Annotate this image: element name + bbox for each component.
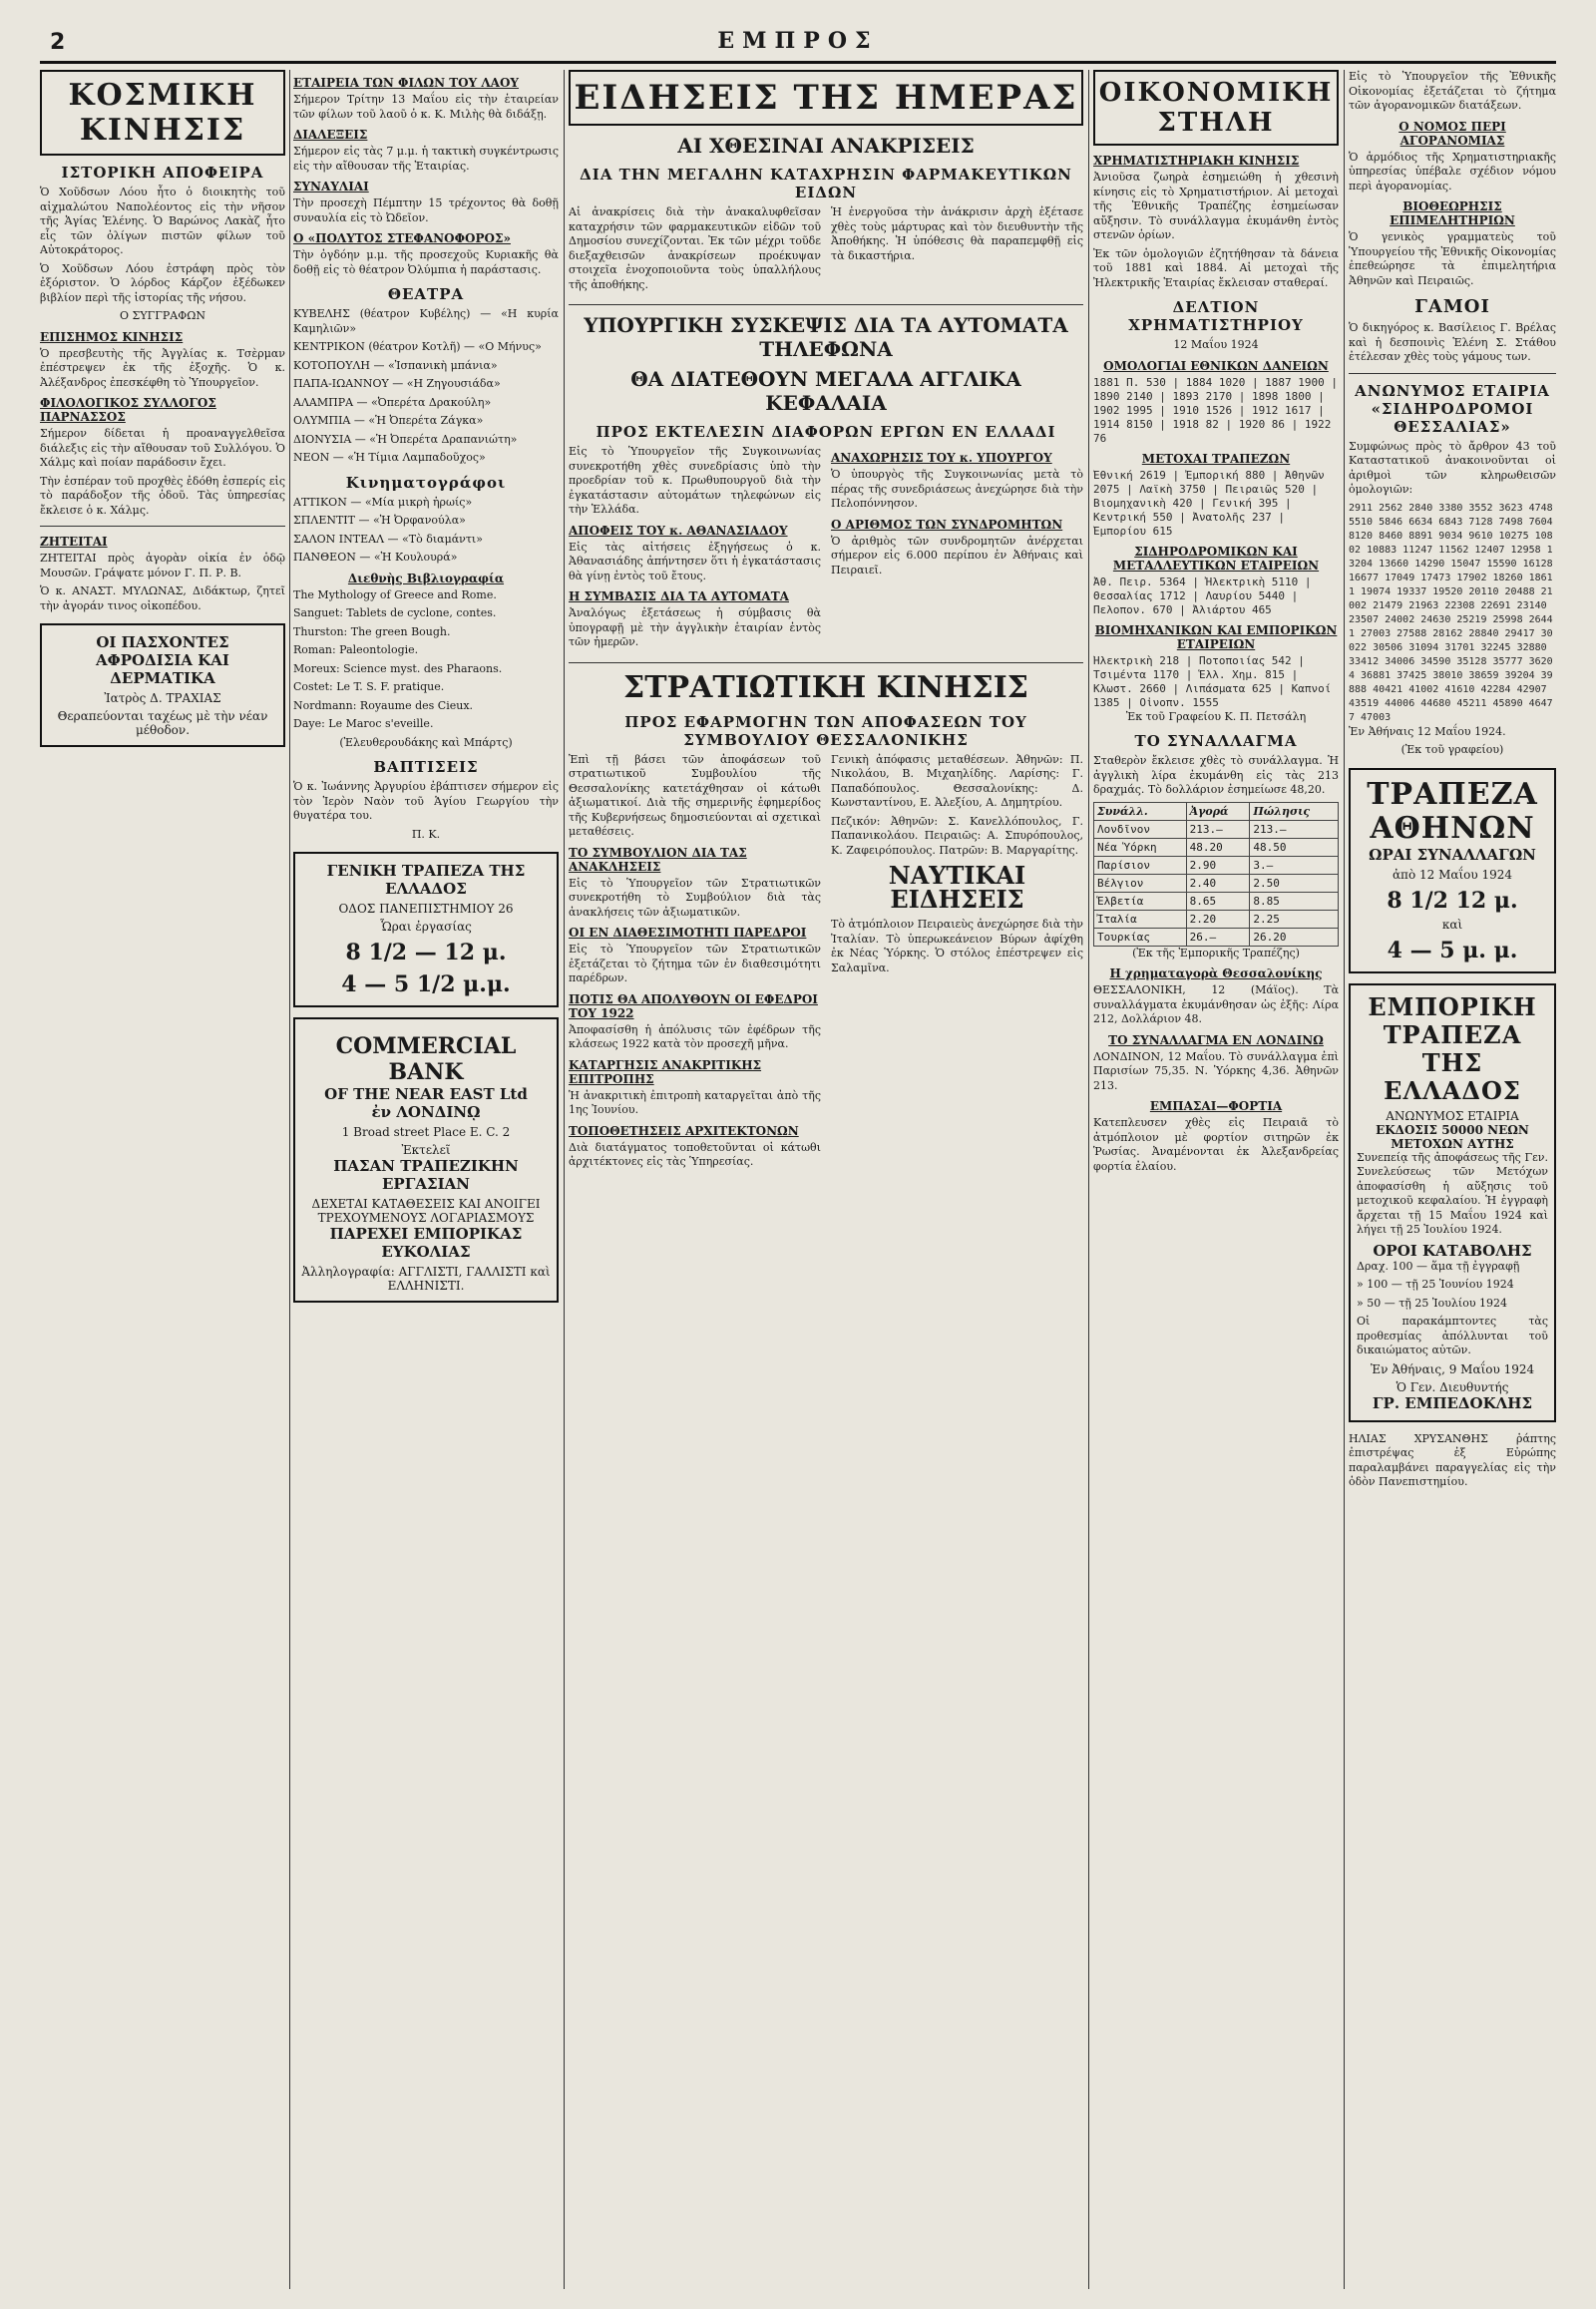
two-column-text [569,205,1083,296]
article-text: Εἰς τὸ Ὑπουργεῖον τῶν Στρατιωτικῶν ἐξετάζεται τὸ ζήτημα τῶν ἐν διαθεσιμότητι παρέδρων. [569,943,821,984]
article-text: Ἐπὶ τῇ βάσει τῶν ἀποφάσεων τοῦ στρατιωτικοῦ Συμβουλίου τῆς Θεσσαλονίκης κατετάχθησαν οἱ κάτωθι ἀξιωματικοί. Διὰ τῆς σημερινῆς ἐφημερίδος τῆς Κυβερνήσεως δημοσιεύονται αἱ σχετικαὶ μεταθέσεις. [569,752,821,838]
article-text: Ὁ πρεσβευτὴς τῆς Ἀγγλίας κ. Τσὲρμαν ἐπέστρεψεν ἐκ τῆς ἐξοχῆς. Ὁ κ. Ἀλέξανδρος ἐπεσκέφθη τὸ Ὑπουργεῖον. [40,346,285,389]
table-cell: 48.50 [1250,838,1339,856]
article-text: ΗΛΙΑΣ ΧΡΥΣΑΝΘΗΣ ῥάπτης ἐπιστρέψας ἐξ Εὐρώπης παραλαμβάνει παραγγελίας εἰς τὴν ὁδὸν Πανεπιστημίου. [1349,1431,1556,1488]
article-heading: ΠΟΤΙΣ ΘΑ ΑΠΟΛΥΘΟΥΝ ΟΙ ΕΦΕΔΡΟΙ ΤΟΥ 1922 [569,991,818,1020]
biblio-item: The Mythology of Greece and Rome. [293,587,497,601]
article-text: Ἀναλόγως ἐξετάσεως ἡ σύμβασις θὰ ὑπογραφῇ μὲ τὴν ἀγγλικὴν ἑταιρίαν ἐντὸς τῶν ἡμερῶν. [569,606,821,648]
text-column [569,205,821,296]
article-heading: ΙΣΤΟΡΙΚΗ ΑΠΟΦΕΙΡΑ [61,164,264,182]
ad-title: ΓΕΝΙΚΗ ΤΡΑΠΕΖΑ ΤΗΣ ΕΛΛΑΔΟΣ [326,862,526,898]
article-text: Σήμερον Τρίτην 13 Μαΐου εἰς τὴν ἑταιρείαν τῶν φίλων τοῦ λαοῦ ὁ κ. Κ. Μιλὴς θὰ διδάξῃ. [293,93,559,121]
ad-hours: 4 — 5 μ. μ. [1387,937,1518,963]
article-heading: ΤΟ ΣΥΜΒΟΥΛΙΟΝ ΔΙΑ ΤΑΣ ΑΝΑΚΛΗΣΕΙΣ [569,845,747,874]
article-text: Ὁ ὑπουργὸς τῆς Συγκοινωνίας μετὰ τὸ πέρας τῆς συνεδριάσεως ἀνεχώρησε διὰ τὴν Πελοπόννησον. [831,468,1083,510]
table-cell: Ἑλβετία [1094,892,1187,910]
bank-athens-ad [1349,768,1556,973]
article-heading: ΟΙ ΕΝ ΔΙΑΘΕΣΙΜΟΤΗΤΙ ΠΑΡΕΔΡΟΙ [569,926,807,940]
theatre-item: ΚΥΒΕΛΗΣ (θέατρον Κυβέλης) — «Η κυρία Καμηλιῶν» [293,307,559,335]
subheadline: ΠΡΟΣ ΕΦΑΡΜΟΓΗΝ ΤΩΝ ΑΠΟΦΑΣΕΩΝ ΤΟΥ ΣΥΜΒΟΥΛΙΟΥ ΘΕΣΣΑΛΟΝΙΚΗΣ [624,712,1027,749]
article-heading: Ο ΝΟΜΟΣ ΠΕΡΙ ΑΓΟΡΑΝΟΜΙΑΣ [1398,119,1506,148]
ad-deposits: ΔΕΧΕΤΑΙ ΚΑΤΑΘΕΣΕΙΣ ΚΑΙ ΑΝΟΙΓΕΙ ΤΡΕΧΟΥΜΕΝΟΥΣ ΛΟΓΑΡΙΑΣΜΟΥΣ [311,1197,541,1225]
cinema-item: ΣΠΛΕΝΤΙΤ — «Ἡ Ὀρφανούλα» [293,514,466,527]
table-cell: Παρίσιον [1094,856,1187,874]
ad-title: COMMERCIAL BANK [335,1033,517,1085]
ad-title: ΕΜΠΟΡΙΚΗ ΤΡΑΠΕΖΑ ΤΗΣ ΕΛΛΑΔΟΣ [1368,991,1537,1105]
article-heading: ΣΥΝΑΥΛΙΑΙ [293,180,369,193]
ad-doctor: Ἰατρὸς Δ. ΤΡΑΧΙΑΣ [104,691,221,705]
article-heading: ΑΝΑΧΩΡΗΣΙΣ ΤΟΥ κ. ΥΠΟΥΡΓΟΥ [831,451,1052,465]
article-text: Γενικὴ ἀπόφασις μεταθέσεων. Ἀθηνῶν: Π. Νικολάου, Β. Μιχαηλίδης. Λαρίσης: Γ. Παπαδόπουλος. Θεσσαλονίκης: Δ. Κωνσταντίνου, Ε. Ἀλεξίου, Α. Δημητρίου. [831,752,1083,809]
theatre-item: ΚΟΤΟΠΟΥΛΗ — «Ἰσπανικὴ μπάνια» [293,358,498,372]
article-text: Πεζικόν: Ἀθηνῶν: Σ. Κανελλόπουλος, Γ. Παπανικολάου. Πειραιῶς: Α. Σπυρόπουλος, Κ. Ζαφειρόπουλος. Πατρῶν: Β. Μαργαρίτης. [831,814,1083,857]
table-row [1094,892,1339,910]
two-column-text [569,753,1083,1174]
column-header: Συνάλλ. [1094,802,1187,820]
subheadline: ΠΡΟΣ ΕΚΤΕΛΕΣΙΝ ΔΙΑΦΟΡΩΝ ΕΡΓΩΝ ΕΝ ΕΛΛΑΔΙ [596,423,1056,441]
article-text: Ἡ ἐνεργοῦσα τὴν ἀνάκρισιν ἀρχὴ ἐξέτασε χθὲς τοὺς μάρτυρας καὶ τὸν διευθυντὴν τῆς Ἀποθήκης. Ἡ ὑπόθεσις θὰ παραπεμφθῇ εἰς τὰ δικαστήρια. [831,205,1083,262]
table-cell: Ἰταλία [1094,910,1187,928]
two-column-text [569,445,1083,654]
ad-hours: 4 — 5 1/2 μ.μ. [341,971,511,997]
article-text: Εἰς τὸ Ὑπουργεῖον τῆς Συγκοινωνίας συνεκροτήθη χθὲς συνεδρίασις ὑπὸ τὴν προεδρίαν τοῦ κ. Πρωθυπουργοῦ διὰ τὴν ἐγκατάστασιν αὐτομάτων τηλεφώνων εἰς τὴν Ἑλλάδα. [569,445,821,516]
baptism-heading: ΒΑΠΤΙΣΕΙΣ [373,758,479,776]
table-cell: Τουρκίας [1094,928,1187,946]
article-text: Ὁ γενικὸς γραμματεὺς τοῦ Ὑπουργείου τῆς Ἐθνικῆς Οἰκονομίας ἐπεθεώρησε τὰ ἐπιμελητήρια Ἀθηνῶν καὶ Πειραιῶς. [1349,230,1556,287]
ad-and: καὶ [1441,917,1463,932]
biblio-note: (Ἐλευθερουδάκης καὶ Μπάρτς) [339,735,513,749]
headline: ΝΑΥΤΙΚΑΙ ΕΙΔΗΣΕΙΣ [888,861,1026,914]
article-heading: ΑΠΟΦΕΙΣ ΤΟΥ κ. ΑΘΑΝΑΣΙΑΔΟΥ [569,523,788,538]
ad-hours-label: Ὧραι ἐργασίας [380,920,472,934]
article-heading: Ο «ΠΟΛΥΤΟΣ ΣΤΕΦΑΝΟΦΟΡΟΣ» [293,231,511,245]
table-cell: 2.90 [1186,856,1250,874]
article-heading: ΧΡΗΜΑΤΙΣΤΗΡΙΑΚΗ ΚΙΝΗΣΙΣ [1093,154,1300,168]
text-column [831,205,1083,296]
ad-date: Ἐν Ἀθήναις, 9 Μαΐου 1924 [1370,1361,1535,1376]
biblio-item: Nordmann: Royaume des Cieux. [293,698,474,712]
ad-hours: 8 1/2 — 12 μ. [345,940,507,965]
column-rule [1088,70,1089,2289]
ad-text: Συνεπείᾳ τῆς ἀποφάσεως τῆς Γεν. Συνελεύσεως τῶν Μετόχων ἀποφασίσθη ἡ αὔξησις τοῦ μετοχικοῦ κεφαλαίου. Ἡ ἐγγραφὴ ἄρχεται τῇ 15 Μαΐου 1924 καὶ λήγει τῇ 25 Ἰουλίου 1924. [1357,1150,1548,1236]
article-text: Ἀνιοῦσα ζωηρὰ ἐσημειώθη ἡ χθεσινὴ κίνησις εἰς τὸ Χρηματιστήριον. Αἱ μετοχαὶ τῆς Ἐθνικῆς Τραπέζης ἐσημείωσαν αὔξησιν. Τὸ συνάλλαγμα ἐκυμάνθη ἐντὸς στενῶν ὁρίων. [1093,171,1339,241]
fx-table [1093,802,1339,947]
biblio-heading: Διεθνὴς Βιβλιογραφία [347,571,505,585]
ad-title: ΤΡΑΠΕΖΑ ΑΘΗΝΩΝ [1367,776,1538,846]
column-header: Ἀγορά [1186,802,1250,820]
fx-source: (Ἐκ τῆς Ἐμπορικῆς Τραπέζης) [1132,946,1300,960]
biblio-item: Costet: Le T. S. F. pratique. [293,680,445,693]
article-heading: ΚΑΤΑΡΓΗΣΙΣ ΑΝΑΚΡΙΤΙΚΗΣ ΕΠΙΤΡΟΠΗΣ [569,1057,762,1086]
classified-text: Ὁ κ. ΑΝΑΣΤ. ΜΥΛΩΝΑΣ, Διδάκτωρ, ζητεῖ τὴν ἀγοράν τινος οἰκοπέδου. [40,584,285,612]
ad-languages: Ἀλληλογραφία: ΑΓΓΛΙΣΤΙ, ΓΑΛΛΙΣΤΙ καὶ ΕΛΛΗΝΙΣΤΙ. [301,1265,551,1293]
divider [569,662,1083,663]
ad-issue: ΕΚΔΟΣΙΣ 50000 ΝΕΩΝ ΜΕΤΟΧΩΝ ΑΥΤΗΣ [1376,1122,1529,1151]
cinema-item: ΑΤΤΙΚΟΝ — «Μία μικρὴ ἡρωίς» [293,495,473,509]
ad-hours-title: ΩΡΑΙ ΣΥΝΑΛΛΑΓΩΝ [1369,845,1536,864]
bourse-title: ΔΕΛΤΙΟΝ ΧΡΗΜΑΤΙΣΤΗΡΙΟΥ [1128,298,1304,334]
article-heading: ΕΤΑΙΡΕΙΑ ΤΩΝ ΦΙΛΩΝ ΤΟΥ ΛΑΟΥ [293,76,520,90]
table-cell: 2.20 [1186,910,1250,928]
ad-service: ΠΑΣΑΝ ΤΡΑΠΕΖΙΚΗΝ ΕΡΓΑΣΙΑΝ [333,1157,519,1193]
text-column [831,445,1083,654]
article-text: ΘΕΣΣΑΛΟΝΙΚΗ, 12 (Μάϊος). Τὰ συναλλάγματα ἐκυμάνθησαν ὡς ἑξῆς: Λίρα 212, Δολλάριον 48. [1093,983,1339,1025]
table-cell: 2.25 [1250,910,1339,928]
bourse-subheading: ΟΜΟΛΟΓΙΑΙ ΕΘΝΙΚΩΝ ΔΑΝΕΙΩΝ [1103,358,1329,373]
column-header: Πώλησις [1250,802,1339,820]
table-cell: 8.85 [1250,892,1339,910]
divider [40,526,285,527]
ad-subtitle: ΑΝΩΝΥΜΟΣ ΕΤΑΙΡΙΑ [1386,1108,1519,1123]
lottery-signature: (Ἐκ τοῦ γραφείου) [1400,743,1504,756]
article-text: Σήμερον δίδεται ἡ προαναγγελθεῖσα διάλεξις εἰς τὴν αἴθουσαν τοῦ Συλλόγου. Ὁ Χάλμς καὶ ποίαν παράδοσιν ἔχει. [40,427,285,469]
article-text: Ἀποφασίσθη ἡ ἀπόλυσις τῶν ἐφέδρων τῆς κλάσεως 1922 κατὰ τὸν προσεχῆ μῆνα. [569,1022,821,1050]
lottery-numbers: 2911 2562 2840 3380 3552 3623 4748 5510 5846 6634 6843 7128 7498 7604 8120 8460 8891 9034 9610 10275 10802 10883 11247 11562 12407 12958 13204 13660 14290 15047 15590 16128 16677 17049 17473 17902 18260 18611 19074 19337 19520 20110 20488 21002 21479 21963 22308 22691 23140 23507 24002 24630 25219 25998 26441 27003 27588 28162 28840 29417 30022 30506 31094 31701 32245 32880 33412 34006 34590 35128 35777 36204 36881 37425 38010 38659 39204 39888 40421 41002 41610 42284 42907 43519 44006 44680 45211 45890 46477 47003 [1349,502,1553,723]
article-text: Εἰς τὸ Ὑπουργεῖον τῶν Στρατιωτικῶν συνεκροτήθη τὸ Συμβούλιον διὰ τὰς ἀνακλήσεις τῶν ἀξιωματικῶν. [569,876,821,919]
article-heading: ΕΜΠΑΣΑΙ—ΦΟΡΤΙΑ [1149,1099,1283,1113]
fx-heading: ΤΟ ΣΥΝΑΛΛΑΓΜΑ [1134,732,1298,750]
table-cell: 8.65 [1186,892,1250,910]
theatre-item: ΟΛΥΜΠΙΑ — «Ἡ Ὀπερέτα Ζάγκα» [293,414,484,427]
ad-terms-title: ΟΡΟΙ ΚΑΤΑΒΟΛΗΣ [1373,1241,1532,1260]
theatre-item: ΚΕΝΤΡΙΚΟΝ (θέατρον Κοτλῆ) — «Ο Μήνυς» [293,340,542,353]
article-heading: Η ΣΥΜΒΑΣΙΣ ΔΙΑ ΤΑ ΑΥΤΟΜΑΤΑ [569,589,789,603]
baptism-text: Ὁ κ. Ἰωάννης Ἀργυρίου ἐβάπτισεν σήμερον εἰς τὸν Ἱερὸν Ναὸν τοῦ Ἁγίου Γεωργίου τὴν θυγατέρα του. [293,780,559,822]
commercial-bank-ad [293,1017,559,1303]
table-cell: 26.— [1186,928,1250,946]
biblio-item: Moreux: Science myst. des Pharaons. [293,661,503,675]
theatre-item: ΝΕΟΝ — «Ἡ Τίμια Λαμπαδοῦχος» [293,451,486,464]
table-cell: Λονδῖνον [1094,820,1187,838]
table-row [1094,910,1339,928]
ad-offer: ΠΑΡΕΧΕΙ ΕΜΠΟΡΙΚΑΣ ΕΥΚΟΛΙΑΣ [329,1225,523,1261]
article-text: ΛΟΝΔΙΝΟΝ, 12 Μαΐου. Τὸ συνάλλαγμα ἐπὶ Παρισίων 75,35. Ν. Ὑόρκης 4,36. Ἀθηνῶν 213. [1093,1049,1339,1092]
general-bank-ad [293,852,559,1007]
cinema-heading: Κινηματογράφοι [345,473,507,492]
article-text: Ὁ Χοῦδσων Λόου ἦτο ὁ διοικητὴς τοῦ αἰχμαλώτου Ναπολέοντος εἰς τὴν νῆσον τῆς Ἁγίας Ἑλένης. Ὁ Βαρώνος Λακὰζ ἦτο εἷς τῶν ὀλίγων πιστῶν φίλων τοῦ Αὐτοκράτορος. [40,186,285,256]
article-text: Ὁ ἀριθμὸς τῶν συνδρομητῶν ἀνέρχεται σήμερον εἰς 6.000 περίπου ἐν Ἀθήναις καὶ Πειραιεῖ. [831,534,1083,577]
table-row [1094,820,1339,838]
biblio-item: Roman: Paleontologie. [293,643,419,656]
lottery-date: Ἐν Ἀθήναις 12 Μαΐου 1924. [1349,724,1506,738]
table-cell: 2.50 [1250,874,1339,892]
table-cell: Βέλγιον [1094,874,1187,892]
medical-ad [40,623,285,747]
table-row [1094,874,1339,892]
table-cell: 2.40 [1186,874,1250,892]
headline: ΘΑ ΔΙΑΤΕΘΟΥΝ ΜΕΓΑΛΑ ΑΓΓΛΙΚΑ ΚΕΦΑΛΑΙΑ [630,367,1021,415]
bourse-values: Ἠλεκτρικὴ 218 | Ποτοποιίας 542 | Τσιμέντα 1170 | Ἑλλ. Χημ. 815 | Κλωστ. 2660 | Λιπάσματα 625 | Καπνοί 1385 | Οἰνοπν. 1555 [1093,653,1332,709]
column-notices [1349,70,1556,2289]
ad-brief: Ἐκτελεῖ [401,1143,451,1157]
article-heading: ΕΠΙΣΗΜΟΣ ΚΙΝΗΣΙΣ [40,329,184,344]
headline: ΑΙ ΧΘΕΣΙΝΑΙ ΑΝΑΚΡΙΣΕΙΣ [677,134,975,158]
column-rule [289,70,290,2289]
ad-term: » 100 — τῇ 25 Ἰουνίου 1924 [1357,1278,1514,1291]
column-social [40,70,285,2289]
ad-footer: Θεραπεύονται ταχέως μὲ τὴν νέαν μέθοδον. [57,709,268,737]
divider [569,304,1083,305]
bourse-subheading: ΒΙΟΜΗΧΑΝΙΚΩΝ ΚΑΙ ΕΜΠΟΡΙΚΩΝ ΕΤΑΙΡΕΙΩΝ [1094,622,1338,651]
biblio-item: Sanguet: Tablets de cyclone, contes. [293,606,497,619]
baptism-signature: Π. Κ. [411,827,441,841]
ad-sign-role: Ὁ Γεν. Διευθυντής [1396,1379,1509,1394]
ad-date: ἀπὸ 12 Μαΐου 1924 [1392,867,1513,882]
table-cell: 213.— [1250,820,1339,838]
ad-address: 1 Broad street Place E. C. 2 [341,1125,511,1139]
table-row [1094,856,1339,874]
table-cell: 3.— [1250,856,1339,874]
column-economy [1093,70,1339,2289]
article-text: Ὁ δικηγόρος κ. Βασίλειος Γ. Βρέλας καὶ ἡ δεσποινὶς Ἑλένη Σ. Στάθου ἐτέλεσαν χθὲς τοὺς γάμους των. [1349,321,1556,363]
page-header [40,22,1556,64]
bourse-values: Ἐθνική 2619 | Ἐμπορική 880 | Ἀθηνῶν 2075 | Λαϊκὴ 3750 | Πειραιῶς 520 | Βιομηχανικὴ 420 | Γενική 395 | Κεντρική 550 | Ἀνατολῆς 237 | Ἐμπορίου 615 [1093,468,1325,538]
article-text: Τὴν ἑσπέραν τοῦ προχθὲς ἐδόθη ἐσπερίς εἰς τὸ παράδοξον τῆς ὁδοῦ. Τὰς ὑπηρεσίας ἔκλεισε ὁ κ. Χάλμς. [40,474,285,517]
article-signature: Ο ΣΥΓΓΡΑΦΩΝ [120,309,205,322]
column-news [569,70,1083,2289]
table-cell: 26.20 [1250,928,1339,946]
theatre-item: ΑΛΑΜΠΡΑ — «Ὀπερέτα Δρακούλη» [293,395,492,409]
ad-line: ΑΦΡΟΔΙΣΙΑ ΚΑΙ ΔΕΡΜΑΤΙΚΑ [96,651,229,687]
ad-address: ΟΔΟΣ ΠΑΝΕΠΙΣΤΗΜΙΟΥ 26 [338,902,514,916]
table-row [1094,928,1339,946]
table-cell: Νέα Ὑόρκη [1094,838,1187,856]
article-text: Συμφώνως πρὸς τὸ ἄρθρον 43 τοῦ Καταστατικοῦ ἀνακοινοῦνται οἱ ἀριθμοὶ τῶν κληρωθεισῶν ὁμολογιῶν: [1349,439,1556,496]
classified-text: ΖΗΤΕΙΤΑΙ πρὸς ἀγορὰν οἰκία ἐν ὁδῷ Μουσῶν. Γράψατε μόνον Γ. Π. Ρ. Β. [40,552,285,579]
headline: ΣΤΡΑΤΙΩΤΙΚΗ ΚΙΝΗΣΙΣ [623,669,1028,705]
ad-text: Οἱ παρακάμπτοντες τὰς προθεσμίας ἀπόλλυνται τοῦ δικαιώματος αὐτῶν. [1357,1315,1548,1356]
article-text: Ἡ ἀνακριτικὴ ἐπιτροπὴ καταργεῖται ἀπὸ τῆς 1ης Ἰουνίου. [569,1088,821,1116]
article-text: Εἰς τὰς αἰτήσεις ἐξηγήσεως ὁ κ. Ἀθανασιάδης ἀπήντησεν ὅτι ἡ ἐγκατάστασις θὰ γίνῃ ἐντὸς τοῦ ἔτους. [569,540,821,582]
column-rule [564,70,565,2289]
column-announcements [293,70,559,2289]
bourse-subheading: ΣΙΔΗΡΟΔΡΟΜΙΚΩΝ ΚΑΙ ΜΕΤΑΛΛΕΥΤΙΚΩΝ ΕΤΑΙΡΕΙΩΝ [1112,544,1320,573]
bourse-values: Ἀθ. Πειρ. 5364 | Ἠλεκτρικὴ 5110 | Θεσσαλίας 1712 | Λαυρίου 5440 | Πελοπον. 670 | Ἀλιάρτου 465 [1093,575,1312,616]
theatre-item: ΠΑΠΑ-ΙΩΑΝΝΟΥ — «Η Ζηγουσιάδα» [293,377,501,390]
table-cell: 48.20 [1186,838,1250,856]
text-column [569,753,821,1174]
section-title-economy: ΟΙΚΟΝΟΜΙΚΗ ΣΤΗΛΗ [1093,70,1339,146]
masthead: ΕΜΠΡΟΣ [717,28,879,54]
bourse-values: 1881 Π. 530 | 1884 1020 | 1887 1900 | 1890 2140 | 1893 2170 | 1898 1800 | 1902 1995 | 1910 1526 | 1912 1617 | 1914 8150 | 1918 82 | 1920 86 | 1922 76 [1093,375,1339,445]
weddings-heading: ΓΑΜΟΙ [1414,296,1490,317]
article-heading: Η χρηματαγορὰ Θεσσαλονίκης [1109,966,1323,980]
article-heading: ΦΙΛΟΛΟΓΙΚΟΣ ΣΥΛΛΟΓΟΣ ΠΑΡΝΑΣΣΟΣ [40,396,216,424]
article-text: Εἰς τὸ Ὑπουργεῖον τῆς Ἐθνικῆς Οἰκονομίας ἐξετάζεται τὸ ζήτημα τῶν ἀγορανομικῶν διατάξεων. [1349,70,1556,112]
ad-term: Δραχ. 100 — ἅμα τῇ ἐγγραφῇ [1357,1259,1520,1273]
bourse-date: 12 Μαΐου 1924 [1173,338,1259,351]
column-rule [1344,70,1345,2289]
article-text: Ὁ ἁρμόδιος τῆς Χρηματιστηριακῆς ὑπηρεσίας ὑπέβαλε σχέδιον νόμου περὶ ἀγορανομίας. [1349,150,1556,192]
section-title-social: ΚΟΣΜΙΚΗ ΚΙΝΗΣΙΣ [40,70,285,156]
article-text: Τὸ ἀτμόπλοιον Πειραιεὺς ἀνεχώρησε διὰ τὴν Ἰταλίαν. Τὸ ὑπερωκεάνειον Βύρων ἀφίχθη ἐκ Νέας Ὑόρκης. Ὁ στόλος ἐπέστρεψεν εἰς Σαλαμῖνα. [831,918,1083,974]
theatre-item: ΔΙΟΝΥΣΙΑ — «Ἡ Ὀπερέτα Δραπανιώτη» [293,432,518,446]
article-heading: ΤΟ ΣΥΝΑΛΛΑΓΜΑ ΕΝ ΛΟΝΔΙΝΩ [1108,1032,1324,1047]
text-column [569,445,821,654]
biblio-item: Thurston: The green Bough. [293,624,451,638]
article-text: Ὁ Χοῦδσων Λόου ἐστράφη πρὸς τὸν ἐξόριστον. Ὁ λόρδος Κάρζον ἐξέδωκεν βιβλίον περὶ τῆς ἱστορίας τῆς νήσου. [40,261,285,304]
article-heading: ΒΙΟΘΕΩΡΗΣΙΣ ΕΠΙΜΕΛΗΤΗΡΙΩΝ [1390,199,1515,227]
article-text: Κατεπλευσεν χθὲς εἰς Πειραιᾶ τὸ ἀτμόπλοιον μὲ φορτίον σιτηρῶν ἐκ Ῥωσίας. Ἀναμένονται ἐκ Ἀλεξανδρείας φορτία ἐλαίου. [1093,1116,1339,1173]
ad-term: » 50 — τῇ 25 Ἰουλίου 1924 [1357,1296,1508,1310]
cinema-item: ΠΑΝΘΕΟΝ — «Ἡ Κουλουρά» [293,551,458,564]
fx-text: Σταθερὸν ἔκλεισε χθὲς τὸ συνάλλαγμα. Ἡ ἀγγλικὴ λίρα ἐκυμάνθη εἰς τὰς 213 δραχμάς. Τὸ δολλάριον ἐσημείωσε 48,20. [1093,754,1339,796]
page-number: 2 [50,30,66,55]
cinema-item: ΣΑΛΟΝ ΙΝΤΕΑΛ — «Τὸ διαμάντι» [293,532,483,546]
headline: ΥΠΟΥΡΓΙΚΗ ΣΥΣΚΕΨΙΣ ΔΙΑ ΤΑ ΑΥΤΟΜΑΤΑ ΤΗΛΕΦΩΝΑ [584,313,1068,361]
theatre-heading: ΘΕΑΤΡΑ [387,285,465,303]
ad-hours: 8 1/2 12 μ. [1387,887,1518,914]
text-column [831,753,1083,1174]
bourse-source: Ἐκ τοῦ Γραφείου Κ. Π. Πετσάλη [1125,709,1307,723]
article-text: Τὴν προσεχὴ Πέμπτην 15 τρέχοντος θὰ δοθῇ συναυλία εἰς τὸ Ὠδεῖον. [293,196,559,224]
ad-subtitle: OF THE NEAR EAST Ltd [324,1085,528,1103]
classified-heading: ΖΗΤΕΙΤΑΙ [40,535,108,549]
article-text: Αἱ ἀνακρίσεις διὰ τὴν ἀνακαλυφθεῖσαν καταχρήσιν τῶν φαρμακευτικῶν εἰδῶν τοῦ Δημοσίου συνεχίζονται. Ἐκ τῶν μέχρι τοῦδε διεξαχθεισῶν ἀνακρίσεων προέκυψαν στοιχεῖα ἐνοχοποιοῦντα τοὺς ὑπαλλήλους τῆς ἀποθήκης. [569,205,821,291]
commercial-bank-greece-ad [1349,983,1556,1422]
divider [1349,373,1556,374]
table-cell: 213.— [1186,820,1250,838]
bourse-subheading: ΜΕΤΟΧΑΙ ΤΡΑΠΕΖΩΝ [1141,451,1291,466]
article-text: Σήμερον εἰς τὰς 7 μ.μ. ἡ τακτικὴ συγκέντρωσις εἰς τὴν αἴθουσαν τῆς Ἑταιρίας. [293,145,559,173]
ad-sign-name: ΓΡ. ΕΜΠΕΔΟΚΛΗΣ [1372,1393,1533,1412]
table-row [1094,838,1339,856]
ad-title: ΟΙ ΠΑΣΧΟΝΤΕΣ [96,633,229,651]
article-heading: Ο ΑΡΙΘΜΟΣ ΤΩΝ ΣΥΝΔΡΟΜΗΤΩΝ [831,517,1063,532]
article-heading: ΤΟΠΟΘΕΤΗΣΕΙΣ ΑΡΧΙΤΕΚΤΟΝΩΝ [569,1123,799,1138]
article-heading: ΔΙΑΛΕΞΕΙΣ [293,128,368,142]
article-text: Ἐκ τῶν ὁμολογιῶν ἐζητήθησαν τὰ δάνεια τοῦ 1881 καὶ 1884. Αἱ μετοχαὶ τῆς Ἠλεκτρικῆς Ἑταιρίας ἔκλεισαν σταθεραί. [1093,246,1339,289]
newspaper-page [40,70,1556,2289]
table-header-row [1094,802,1339,820]
article-text: Διὰ διατάγματος τοποθετοῦνται οἱ κάτωθι ἀρχιτέκτονες εἰς τὰς Ὑπηρεσίας. [569,1140,821,1168]
railway-heading: ΑΝΩΝΥΜΟΣ ΕΤΑΙΡΙΑ «ΣΙΔΗΡΟΔΡΟΜΟΙ ΘΕΣΣΑΛΙΑΣ» [1355,381,1550,436]
article-text: Τὴν ὀγδόην μ.μ. τῆς προσεχοῦς Κυριακῆς θὰ δοθῇ εἰς τὸ θέατρον Ὀλύμπια ἡ παράστασις. [293,248,559,276]
ad-city: ἐν ΛΟΝΔΙΝῼ [371,1103,481,1121]
section-title-news: ΕΙΔΗΣΕΙΣ ΤΗΣ ΗΜΕΡΑΣ [569,70,1083,126]
subheadline: ΔΙΑ ΤΗΝ ΜΕΓΑΛΗΝ ΚΑΤΑΧΡΗΣΙΝ ΦΑΡΜΑΚΕΥΤΙΚΩΝ ΕΙΔΩΝ [580,166,1072,201]
biblio-item: Daye: Le Maroc s'eveille. [293,717,434,730]
